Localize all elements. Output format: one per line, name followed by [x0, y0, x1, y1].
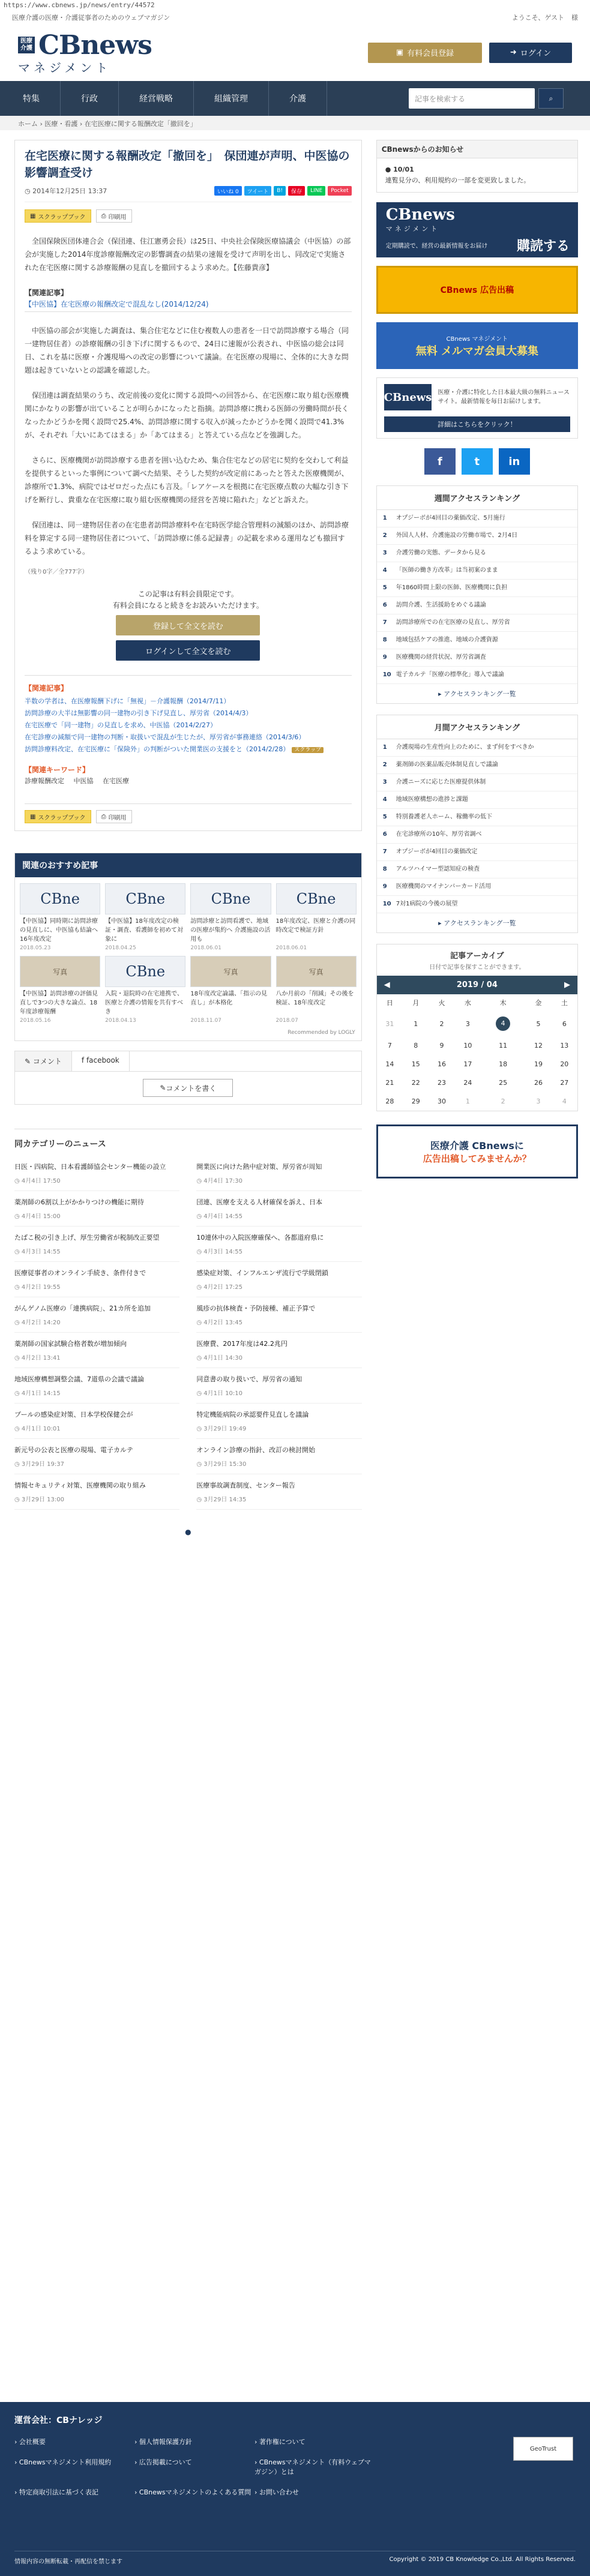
related-article-link[interactable]: 在宅医療で「同一建物」の見直しを求め、中医協（2014/2/27）	[25, 721, 217, 729]
tab-comment[interactable]: ✎ コメント	[15, 1051, 72, 1071]
line-button[interactable]: LINE	[307, 186, 325, 196]
welcome-text: ようこそ、ゲスト	[511, 14, 564, 22]
search-input[interactable]: 記事を検索する	[409, 88, 535, 109]
tweet-button[interactable]: ツイート	[244, 186, 272, 196]
calendar-dow: 土	[561, 999, 568, 1007]
facebook-icon: f	[81, 1056, 86, 1064]
category-news-item[interactable]	[14, 1368, 179, 1404]
archive-head: 記事アーカイブ	[450, 952, 504, 961]
category-news-date: ◷ 4月3日 14:55	[196, 1249, 242, 1255]
calendar-day[interactable]: 31	[385, 1019, 394, 1028]
footer-link[interactable]: › 特定商取引法に基づく表記	[14, 2487, 134, 2497]
recommend-card[interactable]: 写真 【中医協】訪問診療の評価見直しで3つの大きな論点、18年度診療報酬 2018.05.16	[20, 956, 100, 1024]
category-news-date: ◷ 3月29日 14:35	[196, 1497, 247, 1503]
weekly-ranking-more[interactable]: ▸ アクセスランキング一覧	[438, 690, 516, 698]
category-news-title: オンライン診療の指針、改訂の検討開始	[196, 1446, 316, 1454]
calendar-day[interactable]: 22	[411, 1079, 420, 1087]
category-news-date: ◷ 4月3日 14:55	[14, 1249, 61, 1255]
site-info-text: 医療・介護に特化した日本最大級の無料ニュースサイト。最新情報を毎日お届けします。	[438, 389, 570, 405]
calendar-day[interactable]: 10	[463, 1042, 472, 1049]
category-news-title: 同意書の取り扱いで、厚労省の通知	[196, 1375, 303, 1383]
write-comment-button[interactable]: ✎ コメントを書く	[143, 1079, 233, 1097]
rank-number: 6	[382, 602, 387, 608]
rank-number: 2	[382, 761, 387, 768]
rank-number: 7	[382, 848, 387, 855]
category-news-date: ◷ 3月29日 19:49	[196, 1426, 247, 1432]
related-article-link[interactable]: 訪問診療の大半は無影響の同一建物の引き下げ見直し、厚労省（2014/4/3）	[25, 709, 253, 717]
calendar-day[interactable]: 19	[534, 1060, 543, 1068]
rank-number: 3	[382, 779, 387, 785]
register-read-button[interactable]: 登録して全文を読む	[116, 615, 260, 635]
calendar-day[interactable]: 1	[465, 1097, 470, 1105]
ad-subscribe-banner[interactable]: CBnews マネジメント 定期購読で、経営の最新情報をお届け 購読する	[376, 202, 578, 257]
print-icon: ⎙	[101, 212, 106, 220]
calendar-dow: 金	[535, 999, 542, 1007]
ad-advertise-banner[interactable]: 医療介護 CBnewsに 広告出稿してみませんか？	[376, 1124, 578, 1178]
facebook-like-button[interactable]: いいね 0	[214, 186, 242, 196]
calendar-day[interactable]: 28	[385, 1097, 394, 1105]
facebook-icon[interactable]: f	[424, 448, 456, 475]
weekly-ranking-item[interactable]: 3 介護労働の実態、データから見る	[377, 545, 577, 562]
logo-sub: マネジメント	[18, 60, 112, 75]
category-news-title: がんゲノム医療の「連携病院」、21カ所を追加	[14, 1305, 151, 1312]
scrap-badge: スクラップ	[292, 747, 324, 753]
calendar-day[interactable]: 2	[501, 1097, 505, 1105]
category-news-date: ◷ 4月2日 13:45	[196, 1320, 242, 1326]
guest-suffix: 様	[571, 14, 578, 22]
rank-number: 2	[382, 532, 387, 539]
article-title: 在宅医療に関する報酬改定「撤回を」 保団連が声明、中医協の影響調査受け	[25, 149, 350, 179]
calendar-day[interactable]: 11	[499, 1042, 508, 1049]
footer-link[interactable]: › CBnewsマネジメント（有料ウェブマガジン）とは	[254, 2457, 375, 2476]
keywords-head: 【関連キーワード】	[25, 766, 90, 774]
subscribe-button[interactable]: ▣ 有料会員登録	[368, 43, 482, 63]
category-news-title: 感染症対策、インフルエンザ流行で学級閉鎖	[196, 1269, 328, 1277]
category-head: 同カテゴリーのニュース	[14, 1139, 106, 1149]
login-button[interactable]: ➜ ログイン	[489, 43, 572, 63]
related-head: 【関連記事】	[25, 289, 68, 297]
rank-number: 9	[382, 883, 387, 890]
monthly-ranking-item[interactable]: 3 介護ニーズに応じた医療提供体制	[377, 774, 577, 791]
calendar-day[interactable]: 8	[414, 1042, 418, 1049]
notice-head: CBnewsからのお知らせ	[377, 140, 577, 158]
footer-link[interactable]: › CBnewsマネジメント利用規約	[14, 2457, 134, 2476]
print-icon: ⎙	[101, 813, 106, 820]
article-paragraph: 中医協の部会が実施した調査は、集合住宅などに住む複数人の患者を一日で訪問診療する場合（同一建物居住者）の診療報酬の引き下げに関するもので、24日に速報が公表され、中医協の総会は同日、これを基に医療・介護現場への改定の影響について議論。在宅医療の現場に、全体的に大きな問題は起きていないとの認識を確認した。	[25, 326, 349, 374]
category-news-date: ◷ 3月29日 13:00	[14, 1497, 64, 1503]
pager-dot-icon[interactable]: ●	[185, 1528, 191, 1536]
recommend-card[interactable]: 写真 八か月前の「削減」その後を検証、18年度改定 2018.07	[276, 956, 357, 1024]
monthly-ranking-head: 月間アクセスランキング	[377, 715, 577, 739]
recommend-card[interactable]: CBne 訪問診療と訪問看護で、地域の医療が集約へ 介護施設の活用も 2018.06.01	[190, 883, 271, 951]
category-news-title: 10連休中の入院医療確保へ、各都道府県に	[196, 1234, 324, 1241]
calendar-day[interactable]: 7	[387, 1042, 392, 1049]
category-news-date: ◷ 3月29日 15:30	[196, 1461, 247, 1468]
article-paragraph: さらに、医療機関が訪問診療する患者を囲い込むため、集合住宅などの居宅に契約を交わして利益を提供するといった事例について調べた結果、そうした契約が改定前にあったと答えた医療機関が、診療所で1.3%、病院ではゼロだった点にも言及。「レアケースを根拠に在宅医療点数の大幅な引き下げを断行し、貴重な在宅医療に取り組む医療機関の経営を苦境に陥れた」などと訴えた。	[25, 456, 349, 504]
calendar-day[interactable]: 3	[536, 1097, 541, 1105]
article-paragraph: 保団連は、同一建物居住者の在宅患者訪問診療料や在宅時医学総合管理料の減額のほか、訪問診療料を算定する同一建物居住者について、「訪問診療に係る記録書」の記載を求める運用なども撤回するよう求めている。	[25, 521, 349, 556]
notice-text[interactable]: 連覧見分の、利用規約の一部を変更致しました。	[385, 176, 531, 184]
monthly-ranking-item[interactable]: 8 アルツハイマー型認知症の検査	[377, 861, 577, 878]
category-news-item[interactable]	[14, 1191, 179, 1226]
related-link[interactable]: 【中医協】在宅医療の報酬改定で混乱なし(2014/12/24)	[25, 300, 209, 308]
calendar-grid	[377, 994, 577, 1111]
weekly-ranking-item[interactable]: 2 外国人人材、介護施設の労働市場で、2月4日	[377, 527, 577, 545]
site-info-box	[376, 377, 578, 439]
calendar-dow: 日	[386, 999, 393, 1007]
category-news-date: ◷ 4月2日 17:25	[196, 1284, 242, 1291]
recommend-card[interactable]: CBne 【中医協】18年度改定の検証・調査、看護師を初めて対象に 2018.04.25	[105, 883, 185, 951]
geotrust-seal[interactable]: GeoTrust	[513, 2437, 573, 2461]
category-news-date: ◷ 4月4日 17:50	[14, 1178, 61, 1184]
calendar-day[interactable]: 12	[534, 1042, 543, 1049]
logo-box: 医療 介護	[18, 37, 35, 53]
share-bar	[214, 186, 352, 196]
footer-copyright: Copyright © 2019 CB Knowledge Co.,Ltd. All Rights Reserved.	[389, 2556, 576, 2563]
category-news-title: 薬剤師の6割以上がかかりつけの機能に期待	[14, 1198, 144, 1206]
calendar-day[interactable]: 16	[438, 1060, 447, 1068]
recommend-section	[14, 853, 362, 1041]
calendar-dow: 水	[464, 999, 471, 1007]
calendar-day[interactable]: 15	[411, 1060, 420, 1068]
category-news-item[interactable]	[196, 1439, 361, 1474]
login-read-button[interactable]: ログインして全文を読む	[116, 640, 260, 661]
calendar-day[interactable]: 13	[560, 1042, 569, 1049]
category-news-title: 開業医に向けた熱中症対策、厚労省が周知	[196, 1163, 322, 1171]
keyword-link[interactable]: 診療報酬改定	[25, 777, 64, 785]
archive-hint: 日付で記事を探すことができます。	[429, 964, 525, 971]
article-remaining: （残り0字／全777字）	[25, 569, 88, 575]
category-news-item[interactable]	[196, 1297, 361, 1333]
footer-company: 運営会社：CBナレッジ	[14, 2416, 103, 2425]
calendar-day[interactable]: 21	[385, 1079, 394, 1087]
related-article-link[interactable]: 訪問診療料改定、在宅医療に「保険外」の判断がついた開業医の支援をと（2014/2/28） スクラップ	[25, 743, 352, 756]
member-icon: ▣	[396, 48, 404, 57]
category-news-title: たばこ税の引き上げ、厚生労働省が税制改正要望	[14, 1234, 160, 1241]
rank-number: 6	[382, 831, 387, 838]
rank-number: 10	[382, 671, 391, 678]
recommend-card[interactable]: CBne 18年度改定、医療と介護の同時改定で検証方針 2018.06.01	[276, 883, 357, 951]
weekly-ranking-item[interactable]: 9 医療機関の経営状況、厚労省調査	[377, 649, 577, 667]
category-news-item[interactable]	[196, 1191, 361, 1226]
keyword-link[interactable]: 在宅医療	[103, 777, 129, 785]
scrap-icon: ▦	[30, 813, 36, 820]
weekly-ranking-head: 週間アクセスランキング	[377, 486, 577, 510]
rank-number: 8	[382, 637, 387, 643]
pocket-button[interactable]: Pocket	[328, 186, 352, 196]
browser-url[interactable]: https://www.cbnews.jp/news/entry/44572	[4, 1, 155, 9]
site-footer	[0, 2402, 590, 2576]
footer-notice: 情報内容の無断転載・再配信を禁じます	[14, 2559, 122, 2565]
category-news-item[interactable]	[196, 1404, 361, 1439]
related-article-link[interactable]: 半数の学者は、在医療報酬下げに「無視」－介護報酬（2014/7/11）	[25, 697, 230, 705]
logly-credit: Recommended by LOGLY	[287, 1030, 355, 1036]
weekly-ranking-item[interactable]: 10 電子カルテ「医療の標準化」導入で議論	[377, 667, 577, 684]
weekly-ranking-item[interactable]: 7 訪問診療所での在宅医療の見直し、厚労省	[377, 614, 577, 632]
category-news-item[interactable]	[196, 1262, 361, 1297]
calendar-day[interactable]: 1	[414, 1019, 418, 1028]
next-month-icon[interactable]: ▶	[564, 980, 570, 989]
print-button[interactable]: ⎙ 印刷用	[96, 209, 132, 223]
monthly-ranking-item[interactable]: 1 介護現場の生産性向上のために、まず何をすべきか	[377, 739, 577, 757]
category-news-title: 特定機能病院の承認要件見直しを議論	[196, 1411, 309, 1419]
site-logo[interactable]	[18, 30, 152, 76]
article-date: ◷ 2014年12月25日 13:37	[25, 187, 107, 195]
category-news-title: 風疹の抗体検査・予防接種、補正予算で	[196, 1305, 316, 1312]
category-news-date: ◷ 4月1日 10:01	[14, 1426, 61, 1432]
nav-government[interactable]: 行政	[61, 81, 119, 116]
site-info-button[interactable]: 詳細はこちらをクリック！	[384, 416, 570, 432]
calendar-day[interactable]: 9	[439, 1042, 444, 1049]
footer-link[interactable]: › CBnewsマネジメントのよくある質問	[134, 2487, 254, 2497]
save-button[interactable]: 保存	[288, 186, 305, 196]
logo-cbnews: CBnews	[38, 29, 152, 61]
pencil-icon: ✎	[160, 1084, 166, 1092]
recommend-card[interactable]: 写真 18年度改定論議、「指示の見直し」が本格化 2018.11.07	[190, 956, 271, 1024]
calendar-day[interactable]: 5	[536, 1019, 541, 1028]
category-news-title: 地域医療構想調整会議、7道県の会議で議論	[14, 1375, 144, 1383]
category-news-date: ◷ 4月1日 14:30	[196, 1355, 242, 1362]
prev-month-icon[interactable]: ◀	[384, 980, 390, 989]
category-news-item[interactable]	[14, 1226, 179, 1262]
main-nav	[0, 81, 590, 116]
tab-facebook[interactable]: f facebook	[72, 1051, 130, 1071]
category-news-item[interactable]	[14, 1333, 179, 1368]
weekly-ranking-item[interactable]: 8 地域包括ケアの推進、地域の介護資源	[377, 632, 577, 649]
calendar-dow: 火	[438, 999, 445, 1007]
category-news-item[interactable]	[14, 1262, 179, 1297]
comment-section	[14, 1051, 362, 1105]
category-news-title: プールの感染症対策、日本学校保健会が	[14, 1411, 133, 1419]
calendar-day[interactable]: 23	[438, 1079, 447, 1087]
related-articles-head: 【関連記事】	[25, 684, 68, 692]
print-button-bottom[interactable]: ⎙ 印刷用	[96, 810, 132, 823]
calendar-day[interactable]: 18	[499, 1060, 508, 1068]
rank-number: 1	[382, 744, 387, 751]
member-note-1: この記事は有料会員限定です。	[137, 590, 238, 598]
feed-icon[interactable]: in	[499, 448, 530, 475]
scrapbook-button-bottom[interactable]: ▦ スクラップブック	[25, 810, 91, 823]
calendar-day[interactable]: 4	[562, 1097, 567, 1105]
calendar-day[interactable]: 26	[534, 1079, 543, 1087]
category-news-date: ◷ 4月1日 10:10	[196, 1390, 242, 1397]
category-news-title: 医療従事者のオンライン手続き、条件付きで	[14, 1269, 146, 1277]
category-news-item[interactable]	[196, 1368, 361, 1404]
monthly-ranking-more[interactable]: ▸ アクセスランキング一覧	[438, 919, 516, 927]
monthly-ranking-item[interactable]: 4 地域医療構想の進捗と課題	[377, 791, 577, 809]
cbnews-logo: CBnews	[384, 384, 432, 410]
nav-care[interactable]: 介護	[269, 81, 327, 116]
keyword-link[interactable]: 中医協	[73, 777, 94, 785]
calendar-day[interactable]: 3	[465, 1019, 470, 1028]
category-news-item[interactable]	[196, 1156, 361, 1191]
category-news-date: ◷ 4月4日 14:55	[196, 1213, 242, 1220]
rank-number: 4	[382, 796, 387, 803]
calendar-day[interactable]: 17	[463, 1060, 472, 1068]
footer-link[interactable]: › お問い合わせ	[254, 2487, 375, 2497]
calendar-dow: 木	[499, 999, 507, 1007]
related-article-link[interactable]: 在宅診療の減額で同一建物の判断・取扱いで混乱が生じたが、厚労省が事務連絡（2014/3/6）	[25, 733, 306, 741]
site-tagline: 医療介護の医療・介護従事者のためのウェブマガジン	[12, 14, 170, 22]
ad-newsletter-banner[interactable]: CBnews マネジメント 無料 メルマガ会員大募集	[376, 322, 578, 369]
monthly-ranking-item[interactable]: 2 薬剤師の医薬品販売体制見直しで議論	[377, 757, 577, 774]
nav-feature[interactable]: 特集	[14, 81, 61, 116]
monthly-ranking-item[interactable]: 5 特別養護老人ホーム、稼働率の低下	[377, 809, 577, 826]
category-news	[14, 1129, 362, 1510]
category-news-title: 医療費、2017年度は42.2兆円	[196, 1340, 287, 1348]
article-lead: 全国保険医団体連合会（保団連、住江憲勇会長）は25日、中央社会保険医療協議会（中医協）の部会が実施した2014年度診療報酬改定の影響調査の結果の速報を受けて声明を出し、同改定で実施された在宅医療に関する診療報酬の見直しを撤回するよう求めた。【佐藤貴彦】	[25, 237, 351, 272]
nav-organization[interactable]: 組織管理	[194, 81, 269, 116]
monthly-ranking-item[interactable]: 9 医療機関のマイナンバーカード活用	[377, 878, 577, 896]
category-news-date: ◷ 4月2日 14:20	[14, 1320, 61, 1326]
rank-number: 3	[382, 550, 387, 556]
calendar-day[interactable]: 30	[438, 1097, 447, 1105]
category-news-item[interactable]	[196, 1333, 361, 1368]
category-news-item[interactable]	[14, 1297, 179, 1333]
category-news-title: 日医・四病院、日本看護師協会センター機能の設立	[14, 1163, 166, 1171]
article-archive	[376, 944, 578, 1111]
weekly-ranking-item[interactable]: 6 訪問介護、生活援助をめぐる議論	[377, 597, 577, 614]
rank-number: 4	[382, 567, 387, 574]
ad-campaign-banner[interactable]: CBnews 広告出稿	[376, 266, 578, 314]
monthly-ranking-item[interactable]: 10 7対1病院の今後の展望	[377, 896, 577, 913]
login-icon: ➜	[510, 48, 517, 57]
calendar-day[interactable]: 24	[463, 1079, 472, 1087]
category-news-title: 新元号の公表と医療の現場、電子カルテ	[14, 1446, 133, 1454]
monthly-ranking-item[interactable]: 7 オプジーボが4回目の薬価改定	[377, 844, 577, 861]
category-news-title: 医療事故調査制度、センター報告	[196, 1482, 295, 1489]
category-news-item[interactable]	[14, 1404, 179, 1439]
recommend-card[interactable]: CBne 【中医協】同時期に訪問診療の見直しに、中医協も結論へ 16年度改定 2018.05.23	[20, 883, 100, 951]
monthly-ranking-item[interactable]: 6 在宅診療所の10年、厚労省調べ	[377, 826, 577, 844]
calendar-dow: 月	[412, 999, 420, 1007]
member-note-2: 有料会員になると続きをお読みいただけます。	[112, 601, 263, 610]
hatena-button[interactable]: B!	[274, 186, 286, 196]
nav-strategy[interactable]: 経営戦略	[119, 81, 194, 116]
calendar-month: 2019 / 04	[456, 980, 498, 989]
comment-icon: ✎	[25, 1057, 33, 1066]
calendar-day[interactable]: 27	[560, 1079, 569, 1087]
weekly-ranking-item[interactable]: 5 年1860時間上限の医師、医療機関に負担	[377, 580, 577, 597]
rank-number: 7	[382, 619, 387, 626]
footer-link[interactable]: › 広告掲載について	[134, 2457, 254, 2476]
calendar-day[interactable]: 6	[562, 1019, 567, 1028]
category-news-item[interactable]	[196, 1226, 361, 1262]
scrapbook-button[interactable]: ▦ スクラップブック	[25, 209, 91, 223]
twitter-icon[interactable]: t	[462, 448, 493, 475]
breadcrumb[interactable]: ホーム › 医療・看護 › 在宅医療に関する報酬改定「撤回を」	[0, 116, 590, 130]
weekly-ranking-item[interactable]: 4 「医師の働き方改革」は当初案のまま	[377, 562, 577, 580]
rank-number: 5	[382, 584, 387, 591]
calendar-day[interactable]: 29	[411, 1097, 420, 1105]
search-icon: ⌕	[549, 94, 553, 103]
rank-number: 10	[382, 901, 391, 907]
category-news-date: ◷ 4月4日 17:30	[196, 1178, 242, 1184]
calendar-day[interactable]: 25	[499, 1079, 508, 1087]
category-news-date: ◷ 3月29日 19:37	[14, 1461, 64, 1468]
category-news-item[interactable]	[14, 1474, 179, 1510]
notice-date: ● 10/01	[385, 166, 414, 173]
search-button[interactable]	[538, 88, 564, 109]
category-news-date: ◷ 4月2日 13:41	[14, 1355, 61, 1362]
category-news-date: ◷ 4月1日 14:15	[14, 1390, 61, 1397]
scrap-icon: ▦	[30, 212, 36, 220]
category-news-title: 薬剤師の国家試験合格者数が増加傾向	[14, 1340, 127, 1348]
footer-link[interactable]: › 個人情報保護方針	[134, 2437, 254, 2446]
category-news-title: 団連、医療を支える人材確保を訴え、日本	[196, 1198, 323, 1206]
calendar-day[interactable]: 20	[560, 1060, 569, 1068]
weekly-ranking-item[interactable]: 1 オプジーボが4回目の薬価改定、5月施行	[377, 510, 577, 527]
rank-number: 1	[382, 515, 387, 521]
category-news-date: ◷ 4月4日 15:00	[14, 1213, 61, 1220]
calendar-day[interactable]: 2	[439, 1019, 444, 1028]
footer-link[interactable]: › 著作権について	[254, 2437, 375, 2446]
calendar-day[interactable]: 4	[481, 1011, 525, 1036]
monthly-ranking	[376, 715, 578, 933]
article-paragraph: 保団連は調査結果のうち、改定前後の変化に関する設問への回答から、在宅医療に取り組む医療機関にかなりの影響が出ていることが明らかになったと指摘。訪問診療に携わる医師の労働時間が長くなったかどうかを聞く設問で25.4%、訪問診療に関する収入が減ったかどうかを聞く設問で41.3%が、それぞれ「大いにあてはまる」か「あてはまる」と答えている点などを強調した。	[25, 391, 349, 439]
category-news-item[interactable]	[14, 1156, 179, 1191]
category-news-date: ◷ 4月2日 19:55	[14, 1284, 61, 1291]
recommend-card[interactable]: CBne 入院・退院時の在宅連携で、医療と介護の情報を共有すべき 2018.04.13	[105, 956, 185, 1024]
category-news-item[interactable]	[196, 1474, 361, 1510]
weekly-ranking	[376, 485, 578, 704]
rank-number: 9	[382, 654, 387, 661]
footer-link[interactable]: › 会社概要	[14, 2437, 134, 2446]
calendar-day[interactable]: 14	[385, 1060, 394, 1068]
category-news-title: 情報セキュリティ対策、医療機関の取り組み	[14, 1482, 146, 1489]
recommend-head: 関連のおすすめ記事	[15, 853, 361, 877]
notice-box	[376, 140, 578, 193]
rank-number: 8	[382, 866, 387, 872]
rank-number: 5	[382, 814, 387, 820]
category-news-item[interactable]	[14, 1439, 179, 1474]
